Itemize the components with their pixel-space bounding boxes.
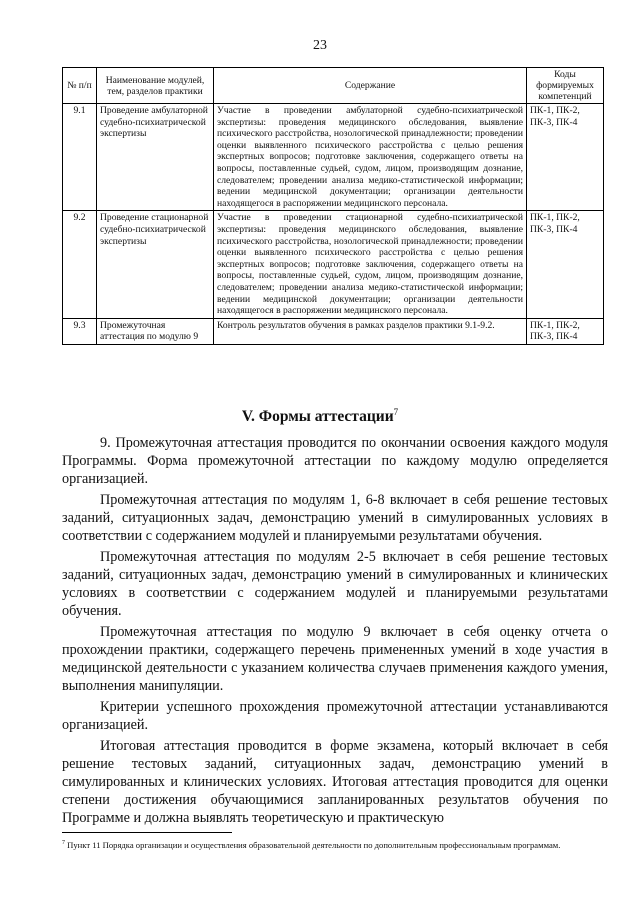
- row-module-name: Проведение стационарной судебно-психиатрической экспертизы: [97, 211, 214, 318]
- footnote-mark: 7: [62, 840, 65, 846]
- paragraph: Промежуточная аттестация по модулям 2-5 включает в себя решение тестовых заданий, ситуационных задач, демонстрацию умений в симулированных и клинических условиях в соответствии с содержанием модулей и планируемыми результатами обучения.: [62, 549, 608, 619]
- row-number: 9.3: [63, 318, 97, 344]
- body-text: [62, 434, 608, 830]
- footnote-divider: [62, 832, 232, 833]
- table-row: [63, 318, 604, 344]
- row-competency-codes: ПК-1, ПК-2, ПК-3, ПК-4: [527, 318, 604, 344]
- row-content: Участие в проведении стационарной судебно-психиатрической экспертизы: проведения медицинского обследования, выявление психического расстройства, нозологической принадлежности; проведении оценки выявленного психического расстройства с целью решения экспертных вопросов; подготовке заключения, содержащего ответы на вопросы, поставленные судьей, судом, лицом, производящим дознание, следователем; проведении анализа медико-статистической информации; ведении медицинской документации; организации деятельности находящегося в распоряжении медицинского персонала.: [214, 211, 527, 318]
- row-content: Участие в проведении амбулаторной судебно-психиатрической экспертизы: проведения медицинского обследования, выявление психического расстройства, нозологической принадлежности; проведении оценки выявленного психического расстройства с целью решения экспертных вопросов; подготовке заключения, содержащего ответы на вопросы, поставленные судьей, судом, лицом, производящим дознание, следователем; проведении анализа медико-статистической информации; ведении медицинской документации; организации деятельности находящегося в распоряжении медицинского персонала.: [214, 104, 527, 211]
- header-competency-codes: Коды формируемых компетенций: [527, 68, 604, 104]
- paragraph: Итоговая аттестация проводится в форме экзамена, который включает в себя решение тестовых заданий, ситуационных задач, демонстрацию умений в симулированных и клинических условиях. Итоговая аттестация проводится для оценки степени достижения обучающимися запланированных результатов обучения по Программе и должна выявлять теоретическую и практическую: [62, 738, 608, 826]
- header-module-name: Наименование модулей, тем, разделов практики: [97, 68, 214, 104]
- section-title-text: V. Формы аттестации: [241, 408, 394, 426]
- footnote-text: Пункт 11 Порядка организации и осуществления образовательной деятельности по дополнительным профессиональным программам.: [67, 839, 561, 850]
- row-number: 9.2: [63, 211, 97, 318]
- footnote: [62, 838, 608, 851]
- paragraph: Критерии успешного прохождения промежуточной аттестации устанавливаются организацией.: [62, 699, 608, 733]
- table-row: [63, 104, 604, 211]
- footnote-reference: 7: [393, 407, 399, 417]
- row-number: 9.1: [63, 104, 97, 211]
- row-module-name: Проведение амбулаторной судебно-психиатрической экспертизы: [97, 104, 214, 211]
- paragraph: 9. Промежуточная аттестация проводится по окончании освоения каждого модуля Программы. Форма промежуточной аттестации по каждому модулю определяется организацией.: [62, 435, 608, 487]
- section-title: [0, 407, 640, 426]
- practice-table: [62, 67, 604, 345]
- table-row: [63, 211, 604, 318]
- header-content: Содержание: [214, 68, 527, 104]
- header-number: № п/п: [63, 68, 97, 104]
- paragraph: Промежуточная аттестация по модулю 9 включает в себя оценку отчета о прохождении практики, содержащего перечень примененных умений в ходе участия в медицинской деятельности с указанием количества случаев применения каждого умения, выполнения манипуляции.: [62, 624, 608, 694]
- page-number: 23: [313, 38, 327, 53]
- paragraph: Промежуточная аттестация по модулям 1, 6-8 включает в себя решение тестовых заданий, ситуационных задач, демонстрацию умений в симулированных условиях в соответствии с содержанием модулей и планируемыми результатами обучения.: [62, 492, 608, 544]
- table-header-row: [63, 68, 604, 104]
- row-competency-codes: ПК-1, ПК-2, ПК-3, ПК-4: [527, 211, 604, 318]
- row-competency-codes: ПК-1, ПК-2, ПК-3, ПК-4: [527, 104, 604, 211]
- row-content: Контроль результатов обучения в рамках разделов практики 9.1-9.2.: [214, 318, 527, 344]
- row-module-name: Промежуточная аттестация по модулю 9: [97, 318, 214, 344]
